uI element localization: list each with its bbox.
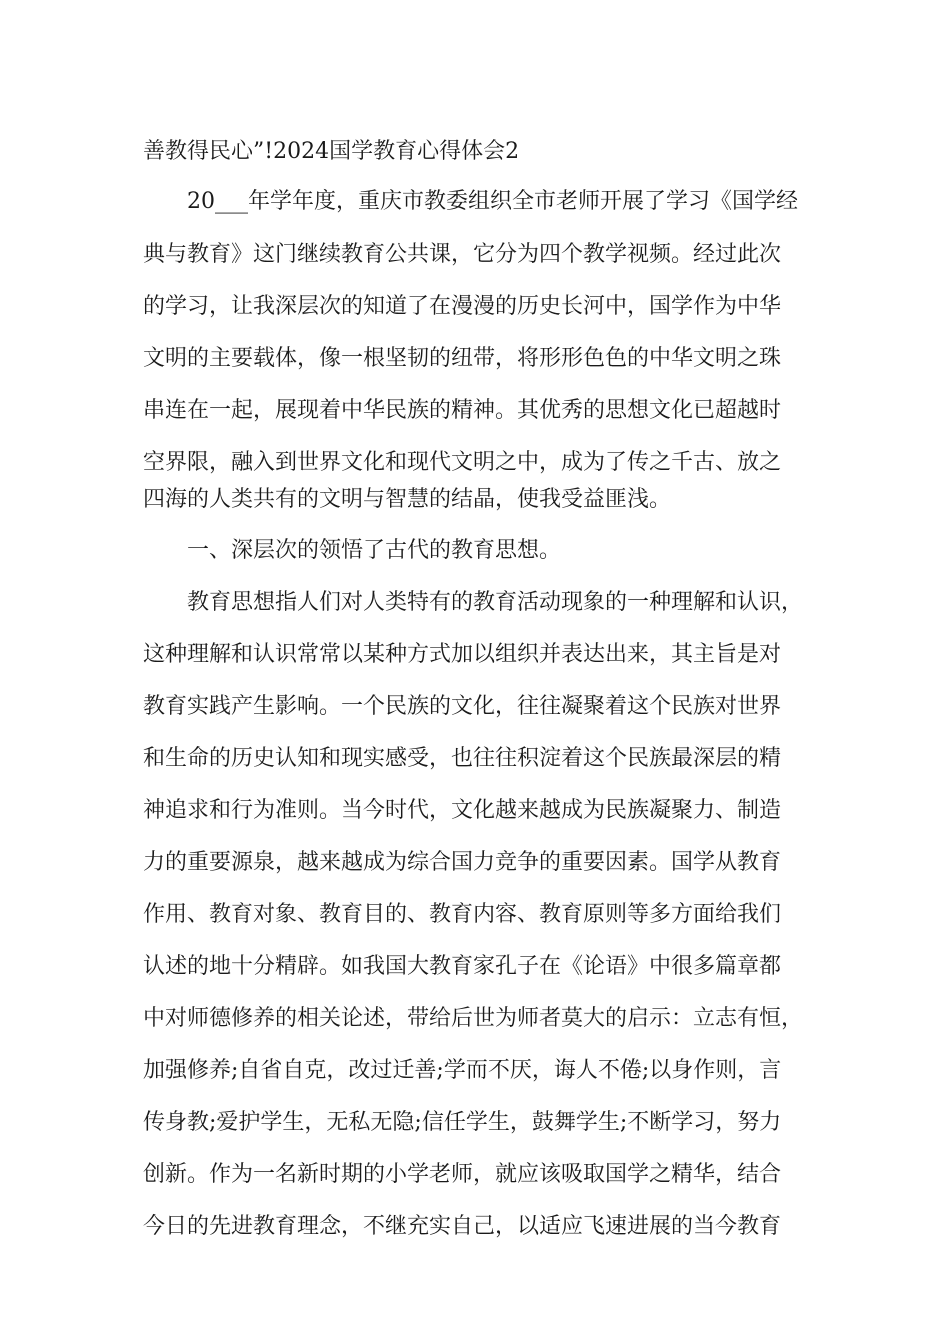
text-line: 这种理解和认识常常以某种方式加以组织并表达出来，其主旨是对 [143,642,782,667]
text-line: 神追求和行为准则。当今时代，文化越来越成为民族凝聚力、制造 [143,798,782,823]
text-line: 教育思想指人们对人类特有的教育活动现象的一种理解和认识， [187,590,804,615]
text-line: 加强修养;自省自克，改过迁善;学而不厌，诲人不倦;以身作则，言 [143,1058,782,1083]
text-line: 典与教育》这门继续教育公共课，它分为四个教学视频。经过此次 [143,242,782,267]
text-line: 20___年学年度，重庆市教委组织全市老师开展了学习《国学经 [187,189,798,214]
text-line: 认述的地十分精辟。如我国大教育家孔子在《论语》中很多篇章都 [143,954,782,979]
text-line: 的学习，让我深层次的知道了在漫漫的历史长河中，国学作为中华 [143,294,782,319]
text-line: 作用、教育对象、教育目的、教育内容、教育原则等多方面给我们 [143,902,782,927]
text-line: 串连在一起，展现着中华民族的精神。其优秀的思想文化已超越时 [143,398,782,423]
heading-line: 善教得民心”!2024国学教育心得体会2 [143,139,520,164]
text-line: 一、深层次的领悟了古代的教育思想。 [187,538,562,563]
text-line: 力的重要源泉，越来越成为综合国力竞争的重要因素。国学从教育 [143,850,782,875]
text-line: 今日的先进教育理念，不继充实自己，以适应飞速进展的当今教育 [143,1214,782,1239]
text-line: 传身教;爱护学生，无私无隐;信任学生，鼓舞学生;不断学习，努力 [143,1110,782,1135]
text-line: 教育实践产生影响。一个民族的文化，往往凝聚着这个民族对世界 [143,694,782,719]
text-line: 四海的人类共有的文明与智慧的结晶，使我受益匪浅。 [143,487,672,512]
text-line: 和生命的历史认知和现实感受，也往往积淀着这个民族最深层的精 [143,746,782,771]
text-line: 创新。作为一名新时期的小学老师，就应该吸取国学之精华，结合 [143,1162,782,1187]
text-line: 中对师德修养的相关论述，带给后世为师者莫大的启示：立志有恒， [143,1006,804,1031]
text-line: 文明的主要载体，像一根坚韧的纽带，将形形色色的中华文明之珠 [143,346,782,371]
text-line: 空界限，融入到世界文化和现代文明之中，成为了传之千古、放之 [143,450,782,475]
